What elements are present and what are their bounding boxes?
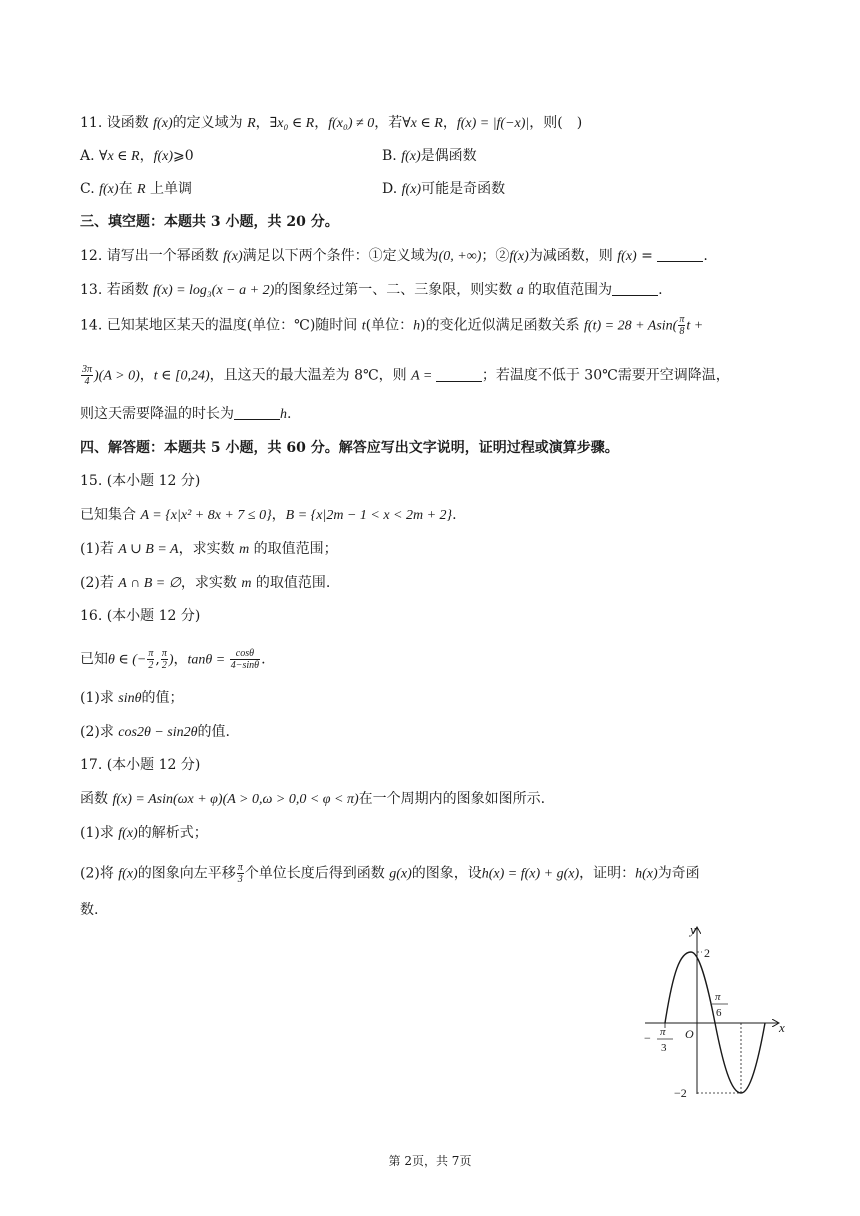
q14-line3: 则这天需要降温的时长为 h. <box>80 406 292 422</box>
q16-fraction-tan: $\frac{\cos\theta}{4-\sin\theta}$ <box>230 648 260 671</box>
q16-title: 16. (本小题 12 分) <box>80 608 201 624</box>
q11-options-row2 <box>80 179 780 200</box>
q15-stem: 已知集合 A = {x|x² + 8x + 7 ≤ 0}，B = {x|2m − 1 < x < 2m + 2}. <box>80 507 457 523</box>
q14-line1: 14. 已知某地区某天的温度(单位：℃)随时间 t(单位：h)的变化近似满足函数关系 f(t) = 28 + Asin( $\frac{\pi}{8}$ t + <box>80 314 704 337</box>
q15-part2: (2)若 A ∩ B = ∅，求实数 m 的取值范围. <box>80 575 331 591</box>
x-left-num: π <box>660 1026 666 1038</box>
x-axis-label: x <box>779 1020 785 1035</box>
section-4-heading: 四、解答题：本题共 5 小题，共 60 分。解答应写出文字说明，证明过程或演算步骤。 <box>80 440 619 456</box>
y-min-label: −2 <box>674 1086 687 1100</box>
q11-stem: 11. 设函数 f(x)的定义域为 R，∃x₀ ∈ R，f(x₀) ≠ 0，若∀x ∈ R，f(x) = |f(−x)|，则( ) <box>80 115 583 131</box>
page-footer: 第 2页，共 7页 <box>388 1154 472 1168</box>
q11-option-d: D. f(x)可能是奇函数 <box>382 181 506 197</box>
q12-answer-blank <box>657 247 703 262</box>
q17-fraction-pi-3: $\frac{\pi}{3}$ <box>237 862 243 885</box>
q17-sine-graph <box>640 922 800 1102</box>
q16-part2: (2)求 cos2θ − sin2θ的值. <box>80 724 230 740</box>
q11-option-b: B. f(x)是偶函数 <box>382 148 477 164</box>
q16-stem: 已知θ ∈ (− $\frac{\pi}{2}$ , $\frac{\pi}{2}$ )，tanθ = $\frac{\cos\theta}{4-\sin\theta}$ . <box>80 648 266 671</box>
q15-part1: (1)若 A ∪ B = A，求实数 m 的取值范围； <box>80 541 338 557</box>
q14-line2: $\frac{3\pi}{4}$ )(A > 0)，t ∈ [0,24)，且这天的最大温差为 8℃，则 A = ；若温度不低于 30℃需要开空调降温， <box>82 364 730 387</box>
q15-title: 15. (本小题 12 分) <box>80 473 201 489</box>
x-right-num: π <box>715 991 721 1003</box>
q14-fraction-3pi-4: $\frac{3\pi}{4}$ <box>82 364 93 387</box>
q12: 12. 请写出一个幂函数 f(x)满足以下两个条件：①定义域为(0, +∞)；②f(x)为减函数，则 f(x) = . <box>80 248 708 264</box>
q16-fraction-pi-2-left: $\frac{\pi}{2}$ <box>148 648 154 671</box>
q11-option-a: A. ∀x ∈ R，f(x)⩾0 <box>80 148 194 164</box>
x-left-den: 3 <box>661 1042 667 1054</box>
q14-answer-blank-b <box>234 405 280 420</box>
q14-fraction-pi-8: $\frac{\pi}{8}$ <box>679 314 685 337</box>
section-3-heading: 三、填空题：本题共 3 小题，共 20 分。 <box>80 214 339 230</box>
origin-label: O <box>685 1027 694 1041</box>
q17-part1: (1)求 f(x)的解析式； <box>80 825 208 841</box>
x-right-den: 6 <box>716 1007 722 1019</box>
q17-part2-line2: 数. <box>80 902 99 918</box>
q16-part1: (1)求 sinθ的值； <box>80 690 184 706</box>
q17-stem: 函数 f(x) = Asin(ωx + φ)(A > 0,ω > 0,0 < φ < π)在一个周期内的图象如图所示. <box>80 791 546 807</box>
q11-options-row1 <box>80 146 780 167</box>
q17-title: 17. (本小题 12 分) <box>80 757 201 773</box>
q13: 13. 若函数 f(x) = log₃(x − a + 2)的图象经过第一、二、三象限，则实数 a 的取值范围为 . <box>80 282 663 298</box>
q13-answer-blank <box>612 281 658 296</box>
q11-option-c: C. f(x)在 R 上单调 <box>80 181 193 197</box>
q16-fraction-pi-2-right: $\frac{\pi}{2}$ <box>161 648 167 671</box>
q14-answer-blank-a <box>436 367 482 382</box>
x-left-sign: − <box>644 1031 651 1045</box>
y-axis-label: y <box>690 922 696 937</box>
y-max-label: 2 <box>704 946 710 960</box>
q17-part2-line1: (2)将 f(x)的图象向左平移 $\frac{\pi}{3}$ 个单位长度后得到函数 g(x)的图象，设h(x) = f(x) + g(x)，证明：h(x)为奇函 <box>80 862 700 885</box>
